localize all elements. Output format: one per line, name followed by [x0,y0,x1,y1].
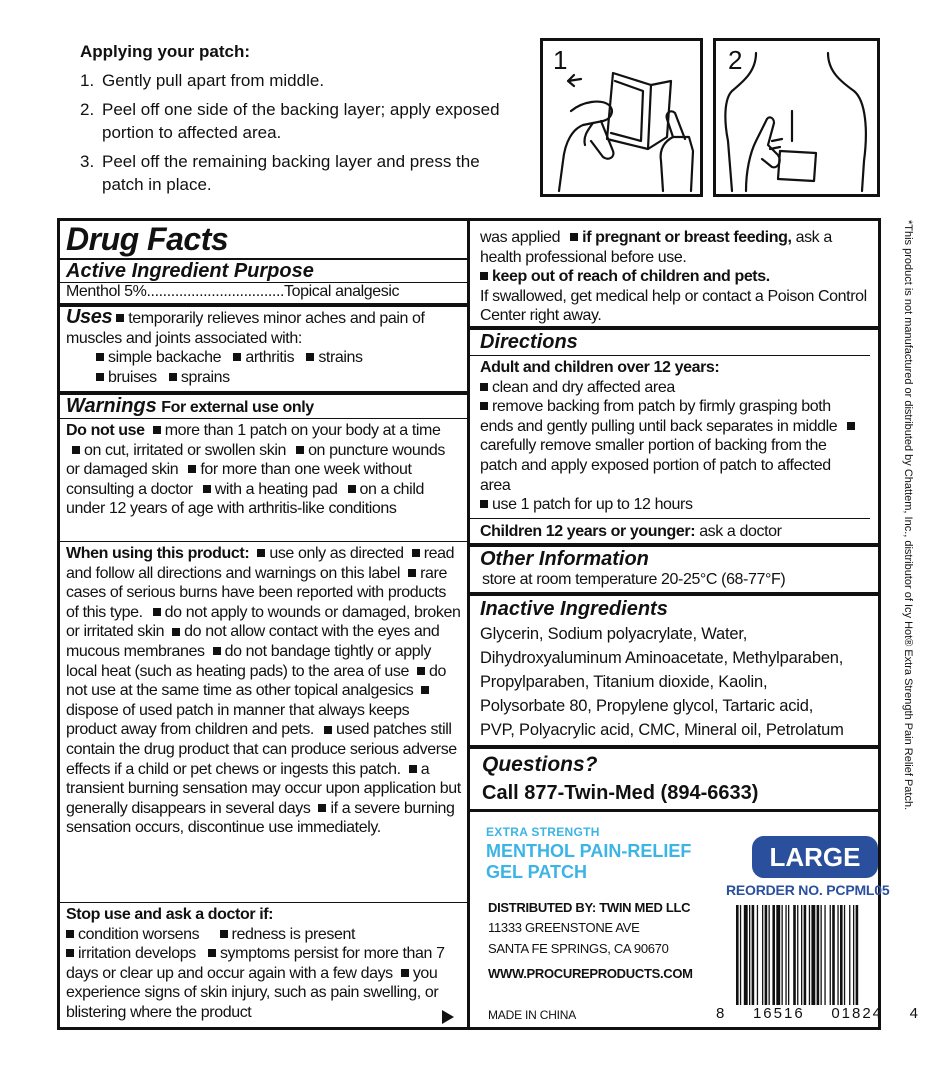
address-line2: SANTA FE SPRINGS, CA 90670 [488,941,669,956]
divider [60,541,467,542]
divider [470,355,870,356]
children-directions [480,522,872,542]
when-using-section [66,544,462,838]
inactive-ingredients-heading: Inactive Ingredients [480,598,668,620]
warning-item: condition worsens [78,925,200,943]
direction-item: remove backing from patch by firmly grasping both ends and gently pulling until back separates in middle [480,398,838,435]
questions-phone: Call 877-Twin-Med (894-6633) [482,782,759,804]
applying-step: 2. Peel off one side of the backing layer; apply exposed portion to affected area. [80,100,500,142]
uses-item: simple backache [108,349,222,367]
column-divider [467,218,470,1030]
warnings-heading: Warnings [66,395,157,417]
active-ingredient-heading: Active Ingredient Purpose [66,260,314,282]
warning-item: a transient burning sensation may occur upon application but generally disappears in several days [66,760,461,817]
size-badge: LARGE [752,836,878,878]
warning-item: rare cases of serious burns have been reported with products of this type. [66,564,447,621]
inactive-line: Glycerin, Sodium polyacrylate, Water, [480,625,748,643]
uses-item: sprains [180,368,230,386]
uses-item: strains [318,349,363,367]
warning-item: do not apply to wounds or damaged, broken or irritated skin [66,603,461,641]
direction-item: clean and dry affected area [492,378,675,396]
stop-use-label: Stop use and ask a doctor if: [66,906,274,923]
distributor-label: DISTRIBUTED BY: TWIN MED LLC [488,900,691,915]
pregnant-label: if pregnant or breast feeding, [582,229,792,246]
warning-item: redness is present [231,925,356,943]
divider [470,809,881,812]
applying-step: 3. Peel off the remaining backing layer and press the patch in place. [80,152,480,194]
strength-label: EXTRA STRENGTH [486,825,600,839]
warnings-heading-row [66,395,314,419]
warning-item: do not allow contact with the eyes and mucous membranes [66,623,440,660]
uses-intro: temporarily relieves minor aches and pain of muscles and joints associated with: [66,310,425,347]
barcode-digit: 16516 [752,1005,805,1022]
warning-item: irritation develops [78,945,196,963]
figure-number: 2 [728,45,743,75]
inactive-line: Dihydroxyaluminum Aminoacetate, Methylparaben, [480,649,844,667]
warning-item: more than 1 patch on your body at a time [164,422,441,439]
applying-instructions [80,40,520,202]
uses-heading: Uses [66,306,113,328]
warning-item: used patches still contain the drug product that can produce serious adverse effects if a child or pet chews or ingests this patch. [66,721,457,778]
warnings-continued [480,228,872,326]
hands-pulling-patch-icon [543,41,700,194]
direction-item: use 1 patch for up to 12 hours [492,496,693,514]
drug-facts-title: Drug Facts [66,221,229,257]
website: WWW.PROCUREPRODUCTS.COM [488,966,693,981]
continued-text: was applied [480,229,561,246]
directions-section [480,358,860,515]
other-info-text: store at room temperature 20-25°C (68-77°F) [482,571,786,588]
barcode-digit: 8 [716,1005,727,1022]
figure-number: 1 [553,45,568,75]
keep-out-text: If swallowed, get medical help or contact a Poison Control Center right away. [480,287,867,325]
uses-item: bruises [108,368,157,386]
do-not-use-section [66,421,462,519]
inactive-line: Polysorbate 80, Propylene glycol, Tartaric acid, [480,697,814,715]
active-ingredient-row [66,282,462,302]
disclaimer-note: *This product is not manufactured or distributed by Chattem, Inc., distributor of Icy Hot® Extra Strength Pain Relief Patch. [902,220,914,811]
inactive-line: Propylparaben, Titanium dioxide, Kaolin, [480,673,768,691]
reorder-number: REORDER NO. PCPML05 [726,882,890,898]
keep-out-label: keep out of reach of children and pets. [492,268,770,286]
active-ingredient: Menthol 5% [66,283,147,300]
purpose: Topical analgesic [284,283,400,300]
inactive-line: PVP, Polyacrylic acid, CMC, Mineral oil, Petrolatum [480,721,844,739]
barcode-digit: 4 [909,1005,920,1022]
warning-item: dispose of used patch in manner that always keeps product away from children and pets. [66,701,410,739]
made-in: MADE IN CHINA [488,1008,577,1022]
applying-title: Applying your patch: [80,42,250,61]
barcode-icon [734,905,916,1005]
applying-step: 1. Gently pull apart from middle. [80,71,325,90]
warning-item: do not bandage tightly or apply local heat (such as heating pads) to the area of use [66,642,432,680]
directions-heading: Directions [480,331,578,353]
divider [60,303,467,307]
warning-item: read and follow all directions and warnings on this label [66,545,455,582]
divider [470,745,878,749]
direction-item: carefully remove smaller portion of backing from the patch and apply exposed portion of patch to affected area [480,437,831,494]
figure-pull-apart [540,38,703,197]
divider [60,418,467,419]
warning-item: you experience signs of skin injury, such as pain swelling, or blistering where the product [66,964,439,1021]
inactive-ingredients-list [480,622,875,742]
product-name-line2: GEL PATCH [486,862,588,882]
warning-item: if a severe burning sensation occurs, discontinue use immediately. [66,799,455,837]
when-using-label: When using this product: [66,545,250,562]
stop-use-section [66,905,446,1023]
warning-item: do not use at the same time as other topical analgesics [66,662,447,700]
figure-apply-to-back [713,38,880,197]
children-label: Children 12 years or younger: [480,523,696,540]
barcode-number [716,1005,920,1022]
warning-item: use only as directed [269,545,404,562]
divider [470,518,870,519]
warning-item: with a heating pad [214,480,338,498]
address-line1: 11333 GREENSTONE AVE [488,920,640,935]
leader-dots: .................................. [146,283,285,300]
do-not-use-label: Do not use [66,422,145,439]
continue-arrow-icon [442,1010,454,1024]
adult-label: Adult and children over 12 years: [480,359,720,376]
uses-item: arthritis [245,349,295,367]
warning-item: on puncture wounds or damaged skin [66,441,445,479]
questions-heading: Questions? [482,753,598,776]
warning-item: symptoms persist for more than 7 days or clear up and occur again with a few days [66,945,445,982]
uses-section [66,308,462,387]
divider [60,902,467,903]
warning-item: on a child under 12 years of age with arthritis-like conditions [66,480,424,518]
warning-item: on cut, irritated or swollen skin [84,441,287,459]
barcode-digit: 01824 [831,1005,884,1022]
warnings-subheading: For external use only [161,399,314,416]
pregnant-text: ask a health professional before use. [480,229,832,266]
product-name-line1: MENTHOL PAIN-RELIEF [486,841,692,861]
other-info-heading: Other Information [480,548,649,570]
warning-item: for more than one week without consulting a doctor [66,461,412,498]
children-text: ask a doctor [699,523,782,540]
person-back-patch-icon [716,41,877,194]
